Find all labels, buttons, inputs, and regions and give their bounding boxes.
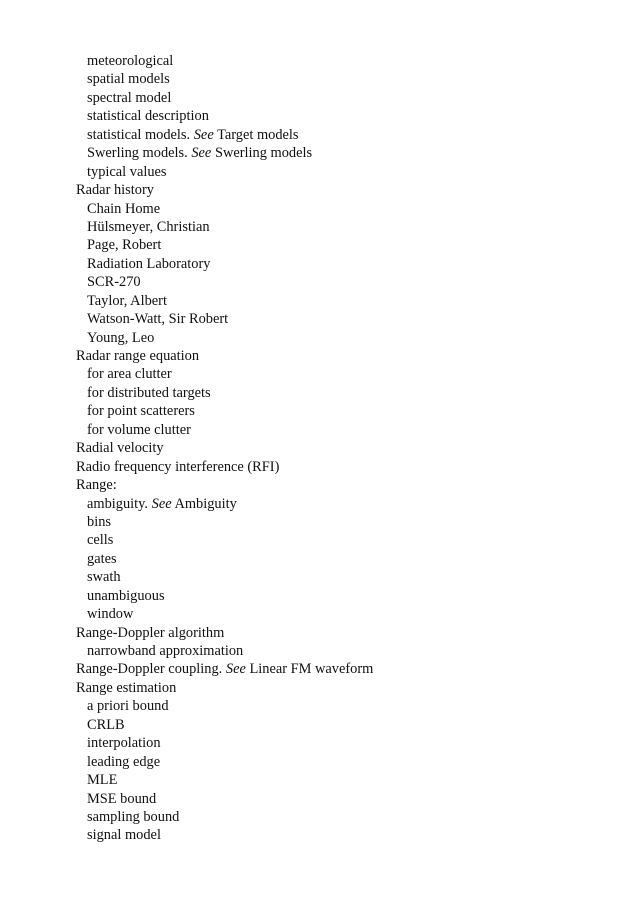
index-entry-text: for area clutter (87, 366, 172, 383)
index-heading (76, 439, 373, 457)
index-subentry (76, 531, 373, 549)
index-entry-text: interpolation (87, 735, 161, 752)
index-entry-text: for volume clutter (87, 421, 191, 438)
index-entry-text: cells (87, 532, 114, 549)
index-entry-text: meteorological (87, 53, 174, 69)
index-subentry (76, 218, 373, 236)
index-entry-text: gates (87, 550, 117, 567)
index-subentry (76, 310, 373, 328)
index-entry-text: bins (87, 513, 111, 530)
index-subentry (76, 52, 373, 70)
index-subentry (76, 329, 373, 347)
index-subentry (76, 642, 373, 660)
index-entry-text: swath (87, 569, 121, 586)
index-subentry (76, 421, 373, 439)
index-entry-text: window (87, 606, 134, 623)
index-entry-text: narrowband approximation (87, 643, 244, 659)
index-subentry (76, 495, 373, 513)
index-entry-text: Radar history (76, 182, 154, 199)
index-entry-text: spatial models (87, 71, 170, 88)
index-entry-text: for distributed targets (87, 384, 211, 401)
index-subentry (76, 107, 373, 125)
see-reference-label: See (151, 495, 172, 512)
index-entry-text: statistical description (87, 108, 209, 125)
index-subentry (76, 568, 373, 586)
index-subentry (76, 734, 373, 752)
index-entry-text: MLE (87, 772, 118, 789)
see-reference-target: Ambiguity (174, 495, 237, 512)
index-entry-text: MSE bound (87, 790, 157, 807)
index-subentry (76, 144, 373, 162)
index-entry-text: Range-Doppler coupling. (76, 661, 223, 678)
index-subentry (76, 163, 373, 181)
see-reference-target: Swerling models (214, 145, 313, 162)
index-entry-text: Range estimation (76, 679, 177, 696)
index-subentry (76, 790, 373, 808)
index-entry-text: Range-Doppler algorithm (76, 624, 225, 641)
index-subentry (76, 365, 373, 383)
see-reference-label: See (191, 145, 212, 162)
index-entry-text: sampling bound (87, 808, 180, 825)
index-subentry (76, 126, 373, 144)
index-entry-text: spectral model (87, 89, 172, 106)
index-subentry (76, 771, 373, 789)
index-entry-text: signal model (87, 827, 161, 844)
index-subentry (76, 697, 373, 715)
index-heading (76, 458, 373, 476)
see-reference-target: Linear FM waveform (249, 661, 374, 678)
index-subentry (76, 753, 373, 771)
index-heading (76, 476, 373, 494)
index-subentry (76, 89, 373, 107)
index-entry-text: SCR-270 (87, 274, 141, 291)
index-subentry (76, 513, 373, 531)
index-subentry (76, 236, 373, 254)
index-entry-text: Taylor, Albert (87, 292, 167, 309)
index-subentry (76, 808, 373, 826)
index-heading (76, 347, 373, 365)
index-entry-text: Young, Leo (87, 329, 155, 346)
index-entry-text: Radial velocity (76, 440, 164, 457)
index-entry-text: Page, Robert (87, 237, 162, 254)
index-subentry (76, 826, 373, 844)
index-entry-text: for point scatterers (87, 403, 195, 420)
index-list (76, 52, 373, 845)
index-subentry (76, 273, 373, 291)
index-entry-text: Hülsmeyer, Christian (87, 218, 210, 235)
index-heading (76, 679, 373, 697)
index-entry-text: typical values (87, 163, 167, 180)
see-reference-target: Target models (217, 126, 299, 143)
index-entry-text: Watson-Watt, Sir Robert (87, 311, 229, 328)
index-subentry (76, 587, 373, 605)
index-entry-text: CRLB (87, 716, 125, 733)
index-entry-text: Radar range equation (76, 348, 200, 364)
see-reference-label: See (225, 661, 246, 678)
index-heading (76, 624, 373, 642)
index-heading (76, 660, 373, 678)
index-entry-text: Range: (76, 477, 117, 494)
index-entry-text: unambiguous (87, 587, 165, 604)
index-entry-text: statistical models. (87, 126, 191, 143)
index-entry-text: leading edge (87, 753, 161, 770)
see-reference-label: See (193, 126, 214, 143)
index-entry-text: Swerling models. (87, 145, 188, 162)
index-heading (76, 181, 373, 199)
index-subentry (76, 402, 373, 420)
index-subentry (76, 716, 373, 734)
index-entry-text: a priori bound (87, 698, 169, 715)
index-subentry (76, 255, 373, 273)
index-subentry (76, 605, 373, 623)
index-entry-text: Radiation Laboratory (87, 255, 211, 272)
index-subentry (76, 384, 373, 402)
index-entry-text: Radio frequency interference (RFI) (76, 458, 280, 475)
index-subentry (76, 200, 373, 218)
index-subentry (76, 70, 373, 88)
index-entry-text: ambiguity. (87, 495, 149, 512)
index-entry-text: Chain Home (87, 200, 161, 217)
index-subentry (76, 292, 373, 310)
index-subentry (76, 550, 373, 568)
